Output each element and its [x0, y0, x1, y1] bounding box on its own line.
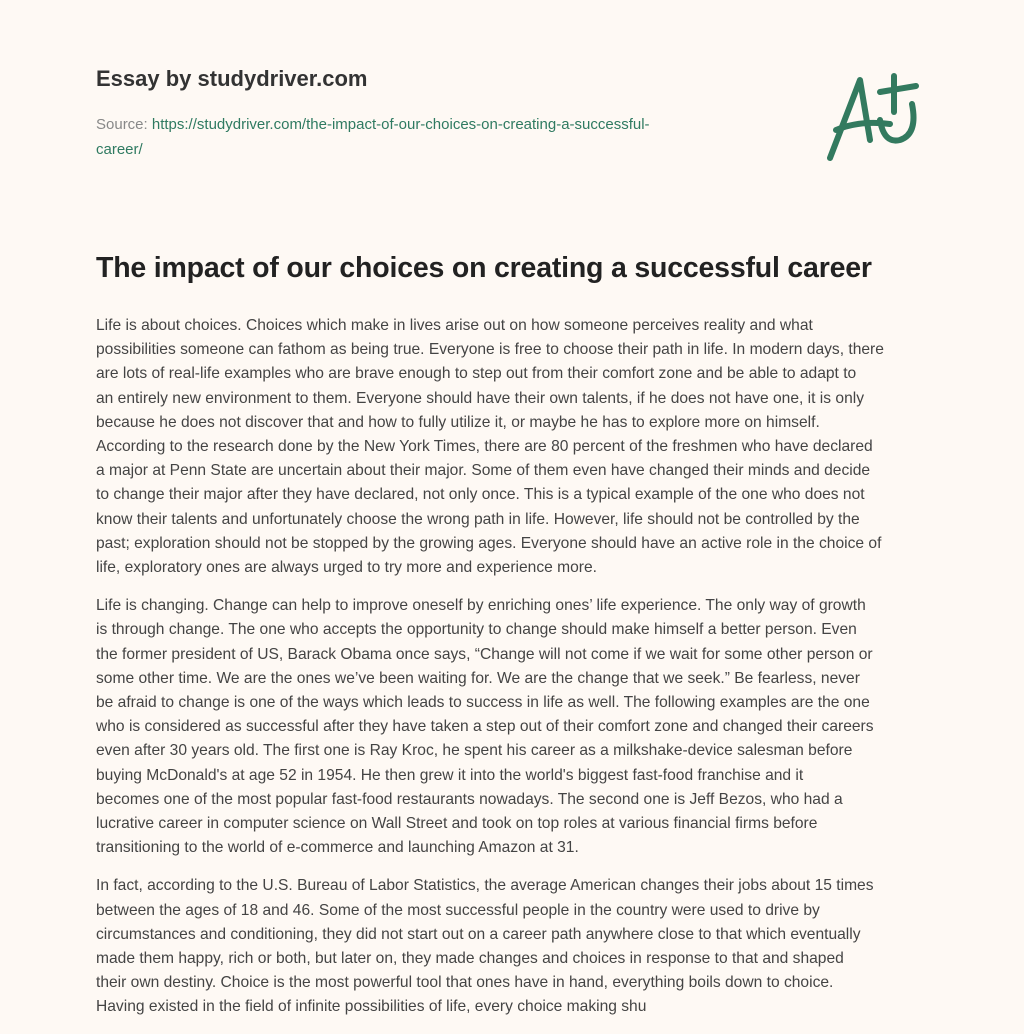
site-brand: Essay by studydriver.com	[96, 66, 368, 91]
paragraph-line: are lots of real-life examples who are brave enough to step out from their comfort zone and be able to adapt to	[96, 365, 857, 383]
paragraph-line: circumstances and conditioning, they did not start out on a career path anywhere close to that which eventually	[96, 925, 861, 943]
essay-paragraph	[96, 314, 946, 580]
paragraph-line: buying McDonald's at age 52 in 1954. He then grew it into the world's biggest fast-food franchise and it	[96, 766, 804, 784]
source-link[interactable]: https://studydriver.com/the-impact-of-our-choices-on-creating-a-successful- career/	[96, 116, 650, 158]
paragraph-line: life, exploratory ones are always urged to try more and experience more.	[96, 559, 597, 577]
paragraph-line: Life is changing. Change can help to improve oneself by enriching ones’ life experience. The only way of growth	[96, 597, 866, 615]
paragraph-line: Life is about choices. Choices which make in lives arise out on how someone perceives reality and what	[96, 317, 813, 334]
paragraph-line: a major at Penn State are uncertain about their major. Some of them even have changed their minds and decide	[96, 462, 871, 480]
a-plus-logo-icon	[820, 68, 930, 168]
paragraph-line: transitioning to the world of e-commerce and launching Amazon at 31.	[96, 839, 579, 857]
paragraph-line: between the ages of 18 and 46. Some of the most successful people in the country were used to drive by	[96, 901, 820, 919]
paragraph-line: is through change. The one who accepts the opportunity to change should make himself a better person. Even	[96, 621, 857, 639]
paragraph-line: their own destiny. Choice is the most powerful tool that ones have in hand, everything boils down to choice.	[96, 974, 834, 992]
paragraph-line: made them happy, rich or both, but later on, they made changes and choices in response to that and shaped	[96, 950, 844, 968]
essay-paragraph	[96, 594, 946, 860]
paragraph-line: possibilities someone can fathom as being true. Everyone is free to choose their path in life. In modern days, there	[96, 341, 884, 359]
paragraph-line: According to the research done by the New York Times, there are 80 percent of the freshmen who have declared	[96, 438, 873, 456]
paragraph-line: past; exploration should not be stopped by the growing ages. Everyone should have an active role in the choice of	[96, 534, 882, 552]
paragraph-line: who is considered as successful after they have taken a step out of their comfort zone and changed their careers	[96, 718, 874, 736]
paragraph-line: be afraid to change is one of the ways which leads to success in life as well. The following examples are the one	[96, 694, 870, 712]
paragraph-line: know their talents and unfortunately choose the wrong path in life. However, life should not be controlled by the	[96, 510, 860, 528]
essay-title: The impact of our choices on creating a successful career	[96, 252, 872, 284]
paragraph-line: Having existed in the field of infinite possibilities of life, every choice making shu	[96, 998, 647, 1016]
essay-paragraph	[96, 874, 946, 1019]
source-label: Source:	[96, 116, 152, 133]
paragraph-line: some other time. We are the ones we’ve been waiting for. We are the change that we seek.” Be fearless, never	[96, 669, 860, 687]
paragraph-line: becomes one of the most popular fast-food restaurants nowadays. The second one is Jeff Bezos, who had a	[96, 790, 843, 808]
paragraph-line: lucrative career in computer science on Wall Street and took on top roles at various financial firms before	[96, 815, 818, 833]
paragraph-line: an entirely new environment to them. Everyone should have their own talents, if he does not have one, it is only	[96, 389, 865, 407]
paragraph-line: the former president of US, Barack Obama once says, “Change will not come if we wait for some other person or	[96, 645, 873, 663]
source-line	[96, 112, 716, 162]
paragraph-line: In fact, according to the U.S. Bureau of Labor Statistics, the average American changes their jobs about 15 times	[96, 877, 874, 895]
paragraph-line: to change their major after they have declared, not only once. This is a typical example of the one who does not	[96, 486, 865, 504]
essay-body	[96, 314, 946, 1034]
paragraph-line: even after 30 years old. The first one is Ray Kroc, he spent his career as a milkshake-device salesman before	[96, 742, 853, 760]
paragraph-line: because he does not discover that and how to fully utilize it, or maybe he has to explore more on himself.	[96, 413, 820, 431]
